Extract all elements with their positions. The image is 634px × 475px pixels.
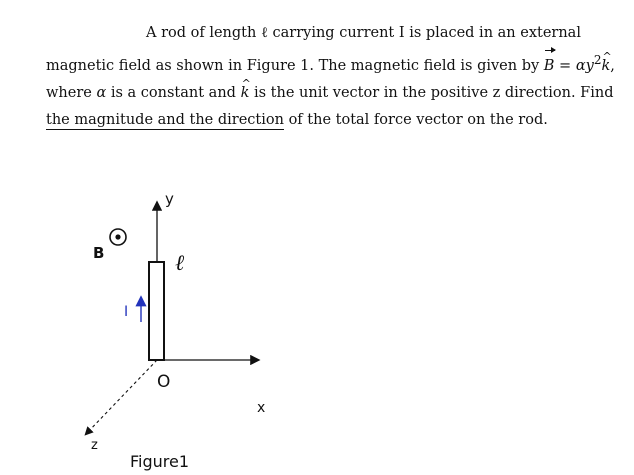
figure-caption: Figure1 [130, 452, 190, 471]
field-unit-vector: k ^ [602, 53, 611, 80]
line3-text-c: is the unit vector in the positive z direction. Find [249, 84, 614, 101]
unit-vector-symbol: k ^ [241, 80, 250, 107]
line3-text-a: where [46, 84, 97, 101]
x-axis-label: x [257, 400, 266, 416]
problem-line-1: A rod of length ℓ carrying current I is placed in an external [146, 25, 581, 41]
current-label: I [124, 304, 129, 320]
field-vector-symbol: B [544, 53, 555, 80]
field-label: B [93, 244, 105, 262]
field-comma: , [610, 57, 615, 74]
z-axis [86, 360, 157, 434]
field-equation: = αy [554, 57, 594, 74]
alpha-symbol: α [96, 84, 107, 101]
line3-text-b: is a constant and [106, 84, 241, 101]
field-exponent: 2 [593, 53, 602, 67]
field-dot-icon [115, 234, 120, 239]
origin-label: O [157, 372, 171, 392]
underlined-question: the magnitude and the direction [46, 111, 284, 128]
rod-length-label: ℓ [175, 251, 185, 276]
line2-text: magnetic field as shown in Figure 1. The magnetic field is given by [46, 57, 544, 74]
y-axis-label: y [165, 190, 174, 208]
z-axis-label: z [91, 438, 98, 453]
rod [149, 262, 164, 360]
line4-text: of the total force vector on the rod. [283, 111, 548, 128]
